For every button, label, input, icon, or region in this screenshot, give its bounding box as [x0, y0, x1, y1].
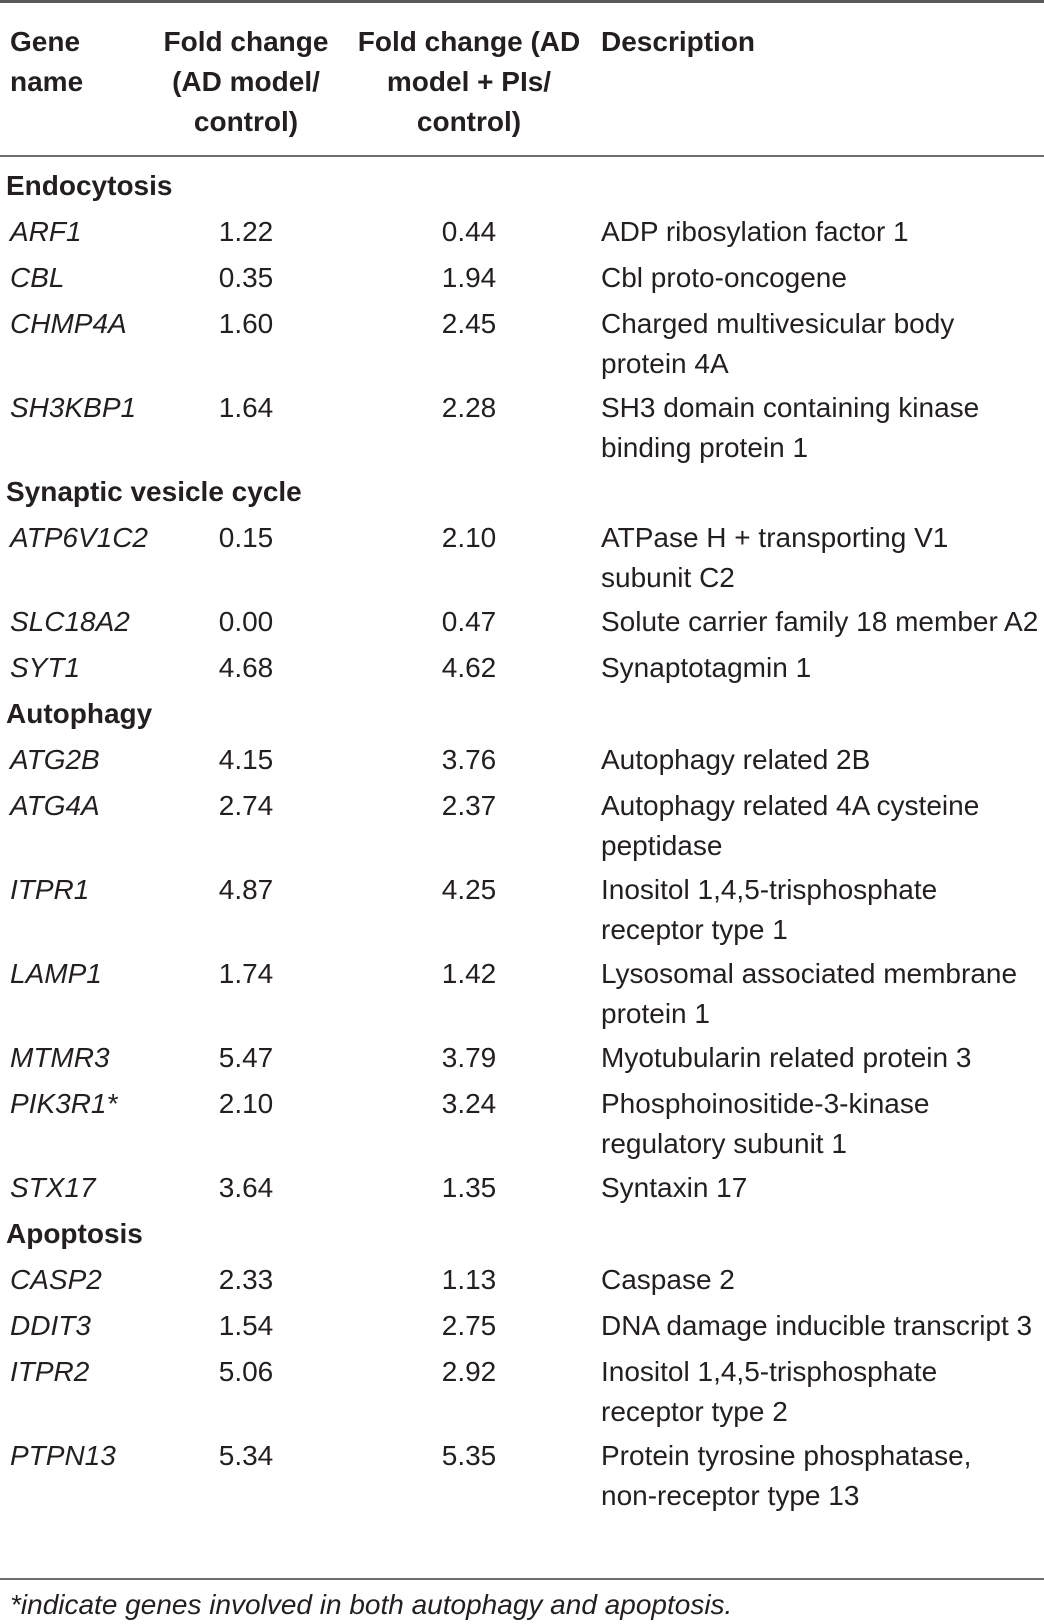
fold-change-ad-pis-cell: 3.79	[441, 1042, 497, 1073]
gene-name-cell: CBL	[10, 262, 65, 293]
fold-change-ad-pis-cell: 3.24	[441, 1088, 497, 1119]
fold-change-ad-pis-cell: 3.76	[441, 744, 497, 775]
fold-change-ad-cell: 3.64	[218, 1172, 274, 1203]
fold-change-ad-cell: 0.15	[218, 522, 274, 553]
fold-change-ad-cell: 0.35	[218, 262, 274, 293]
fold-change-ad-cell: 2.10	[218, 1088, 274, 1119]
description-line: Myotubularin related protein 3	[601, 1042, 972, 1073]
description-cell	[601, 518, 1041, 598]
header-gene-name: Gene name	[10, 26, 84, 97]
description-cell	[601, 1260, 1041, 1300]
fold-change-ad-cell: 2.33	[218, 1264, 274, 1295]
fold-change-ad-cell: 5.47	[218, 1042, 274, 1073]
fold-change-ad-pis-cell: 0.44	[441, 216, 497, 247]
section-heading: Endocytosis	[6, 170, 173, 201]
fold-change-ad-pis-cell: 0.47	[441, 606, 497, 637]
fold-change-ad-pis-cell: 5.35	[441, 1440, 497, 1471]
gene-name-cell: PTPN13	[10, 1440, 116, 1471]
fold-change-ad-cell: 0.00	[218, 606, 274, 637]
description-line: binding protein 1	[601, 432, 809, 463]
description-line: Solute carrier family 18 member A2	[601, 606, 1039, 637]
description-line: subunit C2	[601, 562, 735, 593]
gene-name-cell: SLC18A2	[10, 606, 130, 637]
description-cell	[601, 602, 1041, 642]
gene-name-cell: CASP2	[10, 1264, 102, 1295]
fold-change-ad-cell: 4.87	[218, 874, 274, 905]
fold-change-ad-pis-cell: 2.37	[441, 790, 497, 821]
description-line: Autophagy related 4A cysteine	[601, 790, 980, 821]
description-cell	[601, 1084, 1041, 1164]
gene-name-cell: SH3KBP1	[10, 392, 137, 423]
fold-change-ad-cell: 4.15	[218, 744, 274, 775]
description-line: Syntaxin 17	[601, 1172, 748, 1203]
description-line: Lysosomal associated membrane	[601, 958, 1018, 989]
fold-change-ad-pis-cell: 2.10	[441, 522, 497, 553]
description-cell	[601, 1038, 1041, 1078]
description-line: non-receptor type 13	[601, 1480, 860, 1511]
description-line: protein 1	[601, 998, 710, 1029]
header-fold-change-ad: Fold change (AD model/ control)	[163, 26, 329, 137]
gene-name-cell: STX17	[10, 1172, 96, 1203]
fold-change-ad-cell: 1.64	[218, 392, 274, 423]
gene-name-cell: ATG4A	[10, 790, 100, 821]
header-fold-change-ad-pis: Fold change (AD model + PIs/ control)	[357, 26, 581, 137]
section-heading: Apoptosis	[6, 1218, 143, 1249]
description-line: Inositol 1,4,5-trisphosphate	[601, 874, 938, 905]
gene-name-cell: ITPR2	[10, 1356, 90, 1387]
fold-change-ad-cell: 2.74	[218, 790, 274, 821]
description-line: ADP ribosylation factor 1	[601, 216, 909, 247]
description-line: protein 4A	[601, 348, 729, 379]
gene-name-cell: CHMP4A	[10, 308, 127, 339]
description-line: peptidase	[601, 830, 723, 861]
description-cell	[601, 258, 1041, 298]
fold-change-ad-cell: 1.74	[218, 958, 274, 989]
description-cell	[601, 954, 1041, 1034]
description-line: Phosphoinositide-3-kinase	[601, 1088, 930, 1119]
gene-name-cell: ARF1	[10, 216, 82, 247]
description-line: Inositol 1,4,5-trisphosphate	[601, 1356, 938, 1387]
description-cell	[601, 1306, 1041, 1346]
description-cell	[601, 304, 1041, 384]
table-top-rule	[0, 0, 1044, 3]
description-line: Caspase 2	[601, 1264, 735, 1295]
fold-change-ad-pis-cell: 2.28	[441, 392, 497, 423]
header-rule	[0, 155, 1044, 157]
description-cell	[601, 648, 1041, 688]
gene-name-cell: LAMP1	[10, 958, 102, 989]
fold-change-ad-cell: 5.06	[218, 1356, 274, 1387]
fold-change-ad-cell: 1.54	[218, 1310, 274, 1341]
description-line: SH3 domain containing kinase	[601, 392, 980, 423]
description-line: Synaptotagmin 1	[601, 652, 812, 683]
description-line: Protein tyrosine phosphatase,	[601, 1440, 972, 1471]
gene-name-cell: ITPR1	[10, 874, 90, 905]
fold-change-ad-cell: 5.34	[218, 1440, 274, 1471]
table-footnote: *indicate genes involved in both autophagy and apoptosis.	[10, 1589, 733, 1620]
fold-change-ad-pis-cell: 1.42	[441, 958, 497, 989]
fold-change-ad-cell: 1.60	[218, 308, 274, 339]
fold-change-ad-pis-cell: 1.13	[441, 1264, 497, 1295]
description-line: receptor type 2	[601, 1396, 788, 1427]
gene-name-cell: PIK3R1*	[10, 1088, 118, 1119]
fold-change-ad-pis-cell: 1.35	[441, 1172, 497, 1203]
description-cell	[601, 1436, 1041, 1516]
fold-change-ad-cell: 4.68	[218, 652, 274, 683]
table-bottom-rule	[0, 1578, 1044, 1580]
description-cell	[601, 1352, 1041, 1432]
description-line: regulatory subunit 1	[601, 1128, 847, 1159]
header-description: Description	[601, 26, 756, 57]
description-line: Charged multivesicular body	[601, 308, 955, 339]
fold-change-ad-pis-cell: 2.75	[441, 1310, 497, 1341]
fold-change-ad-pis-cell: 1.94	[441, 262, 497, 293]
description-cell	[601, 212, 1041, 252]
description-cell	[601, 388, 1041, 468]
description-line: DNA damage inducible transcript 3	[601, 1310, 1033, 1341]
description-cell	[601, 740, 1041, 780]
gene-name-cell: MTMR3	[10, 1042, 110, 1073]
description-cell	[601, 1168, 1041, 1208]
fold-change-ad-pis-cell: 2.92	[441, 1356, 497, 1387]
description-line: Autophagy related 2B	[601, 744, 871, 775]
fold-change-ad-cell: 1.22	[218, 216, 274, 247]
description-cell	[601, 870, 1041, 950]
gene-name-cell: ATP6V1C2	[10, 522, 148, 553]
description-line: Cbl proto-oncogene	[601, 262, 847, 293]
fold-change-ad-pis-cell: 4.25	[441, 874, 497, 905]
section-heading: Synaptic vesicle cycle	[6, 476, 302, 507]
gene-name-cell: ATG2B	[10, 744, 100, 775]
description-line: ATPase H + transporting V1	[601, 522, 949, 553]
description-line: receptor type 1	[601, 914, 788, 945]
section-heading: Autophagy	[6, 698, 153, 729]
gene-name-cell: SYT1	[10, 652, 81, 683]
fold-change-ad-pis-cell: 2.45	[441, 308, 497, 339]
gene-name-cell: DDIT3	[10, 1310, 91, 1341]
description-cell	[601, 786, 1041, 866]
fold-change-ad-pis-cell: 4.62	[441, 652, 497, 683]
